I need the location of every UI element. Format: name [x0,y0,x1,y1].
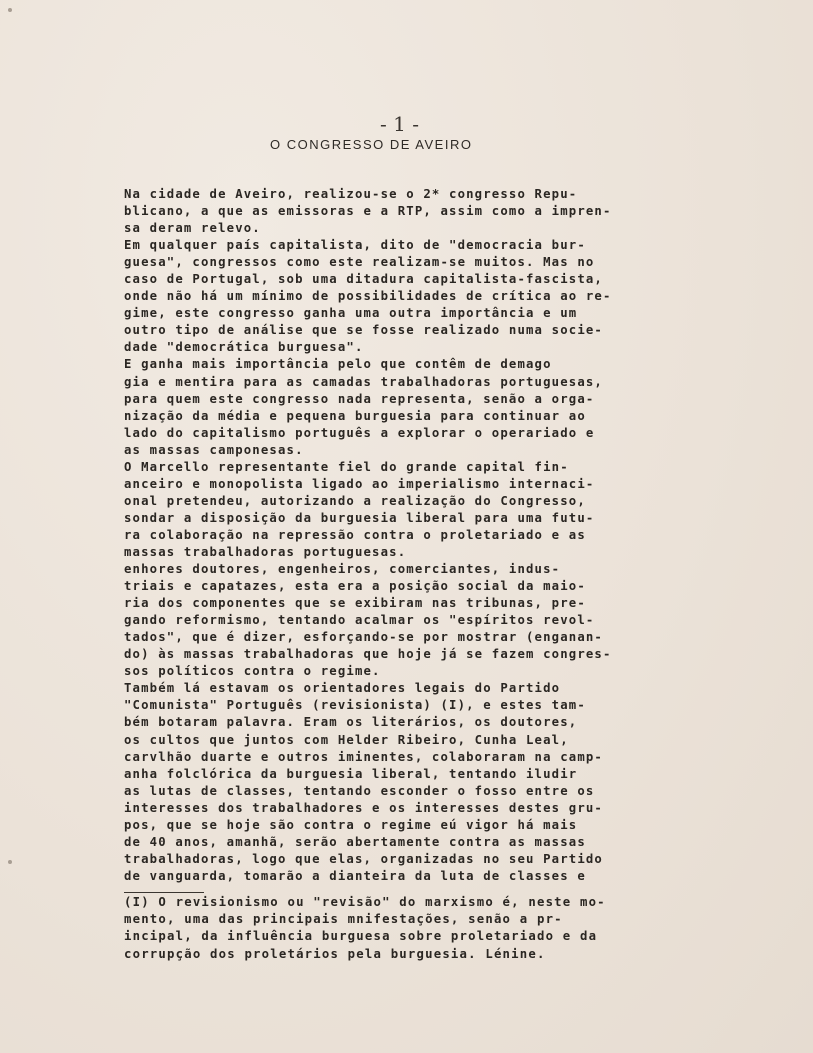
body-line: sos políticos contra o regime. [124,664,381,679]
body-line: triais e capatazes, esta era a posição social da maio- [124,579,586,594]
body-line: as massas camponesas. [124,442,304,457]
body-line: E ganha mais importância pelo que contêm de demago [124,357,552,372]
body-line: Na cidade de Aveiro, realizou-se o 2* congresso Repu- [124,187,578,201]
footnote-text [124,894,714,963]
body-line: gime, este congresso ganha uma outra importância e um [124,306,578,321]
body-line: onal pretendeu, autorizando a realização do Congresso, [124,493,586,508]
body-line: bém botaram palavra. Eram os literários, os doutores, [124,715,578,730]
body-line: carvlhão duarte e outros iminentes, colaboraram na camp- [124,749,603,764]
body-line: guesa", congressos como este realizam-se muitos. Mas no [124,255,595,270]
body-text [124,186,704,885]
body-line: onde não há um mínimo de possibilidades de crítica ao re- [124,289,612,304]
body-line: de 40 anos, amanhã, serão abertamente contra as massas [124,834,586,849]
footnote-line: (I) O revisionismo ou "revisão" do marxismo é, neste mo- [124,895,606,909]
body-line: Em qualquer país capitalista, dito de "democracia bur- [124,238,586,253]
punch-mark [8,860,12,864]
footnote-rule [124,892,204,893]
body-line: massas trabalhadoras portuguesas. [124,544,407,559]
page-number: - 1 - [380,112,419,136]
body-line: "Comunista" Português (revisionista) (I), e estes tam- [124,698,586,713]
body-line: lado do capitalismo português a explorar o operariado e [124,425,595,440]
body-line: tados", que é dizer, esforçando-se por mostrar (enganan- [124,630,603,645]
body-line: de vanguarda, tomarão a dianteira da luta de classes e [124,868,586,883]
body-line: Também lá estavam os orientadores legais do Partido [124,681,561,696]
body-line: sa deram relevo. [124,221,261,236]
footnote-line: mento, uma das principais mnifestações, senão a pr- [124,912,563,927]
body-line: caso de Portugal, sob uma ditadura capitalista-fascista, [124,272,603,287]
body-line: nização da média e pequena burguesia para continuar ao [124,408,586,423]
body-line: anceiro e monopolista ligado ao imperialismo internaci- [124,476,595,491]
body-line: gia e mentira para as camadas trabalhadoras portuguesas, [124,374,603,389]
body-line: enhores doutores, engenheiros, comerciantes, indus- [124,562,561,577]
body-line: ria dos componentes que se exibiram nas tribunas, pre- [124,596,586,611]
footnote-line: corrupção dos proletários pela burguesia. Lénine. [124,946,546,961]
body-line: dade "democrática burguesa". [124,340,364,355]
body-line: ra colaboração na repressão contra o proletariado e as [124,527,586,542]
body-line: outro tipo de análise que se fosse realizado numa socie- [124,323,603,338]
footnote-line: incipal, da influência burguesa sobre proletariado e da [124,929,598,944]
body-line: anha folclórica da burguesia liberal, tentando iludir [124,766,578,781]
body-line: trabalhadoras, logo que elas, organizadas no seu Partido [124,851,603,866]
body-line: as lutas de classes, tentando esconder o fosso entre os [124,783,595,798]
punch-mark [8,8,12,12]
body-line: pos, que se hoje são contra o regime eú vigor há mais [124,817,578,832]
body-line: gando reformismo, tentando acalmar os "espíritos revol- [124,613,595,628]
body-line: O Marcello representante fiel do grande capital fin- [124,459,569,474]
body-line: do) às massas trabalhadoras que hoje já se fazem congres- [124,647,612,662]
body-line: sondar a disposição da burguesia liberal para uma futu- [124,510,595,525]
body-line: os cultos que juntos com Helder Ribeiro, Cunha Leal, [124,732,569,747]
body-line: para quem este congresso nada representa, senão a orga- [124,391,595,406]
body-line: blicano, a que as emissoras e a RTP, assim como a impren- [124,204,612,219]
body-line: interesses dos trabalhadores e os interesses destes gru- [124,800,603,815]
page-title: O CONGRESSO DE AVEIRO [270,137,473,152]
